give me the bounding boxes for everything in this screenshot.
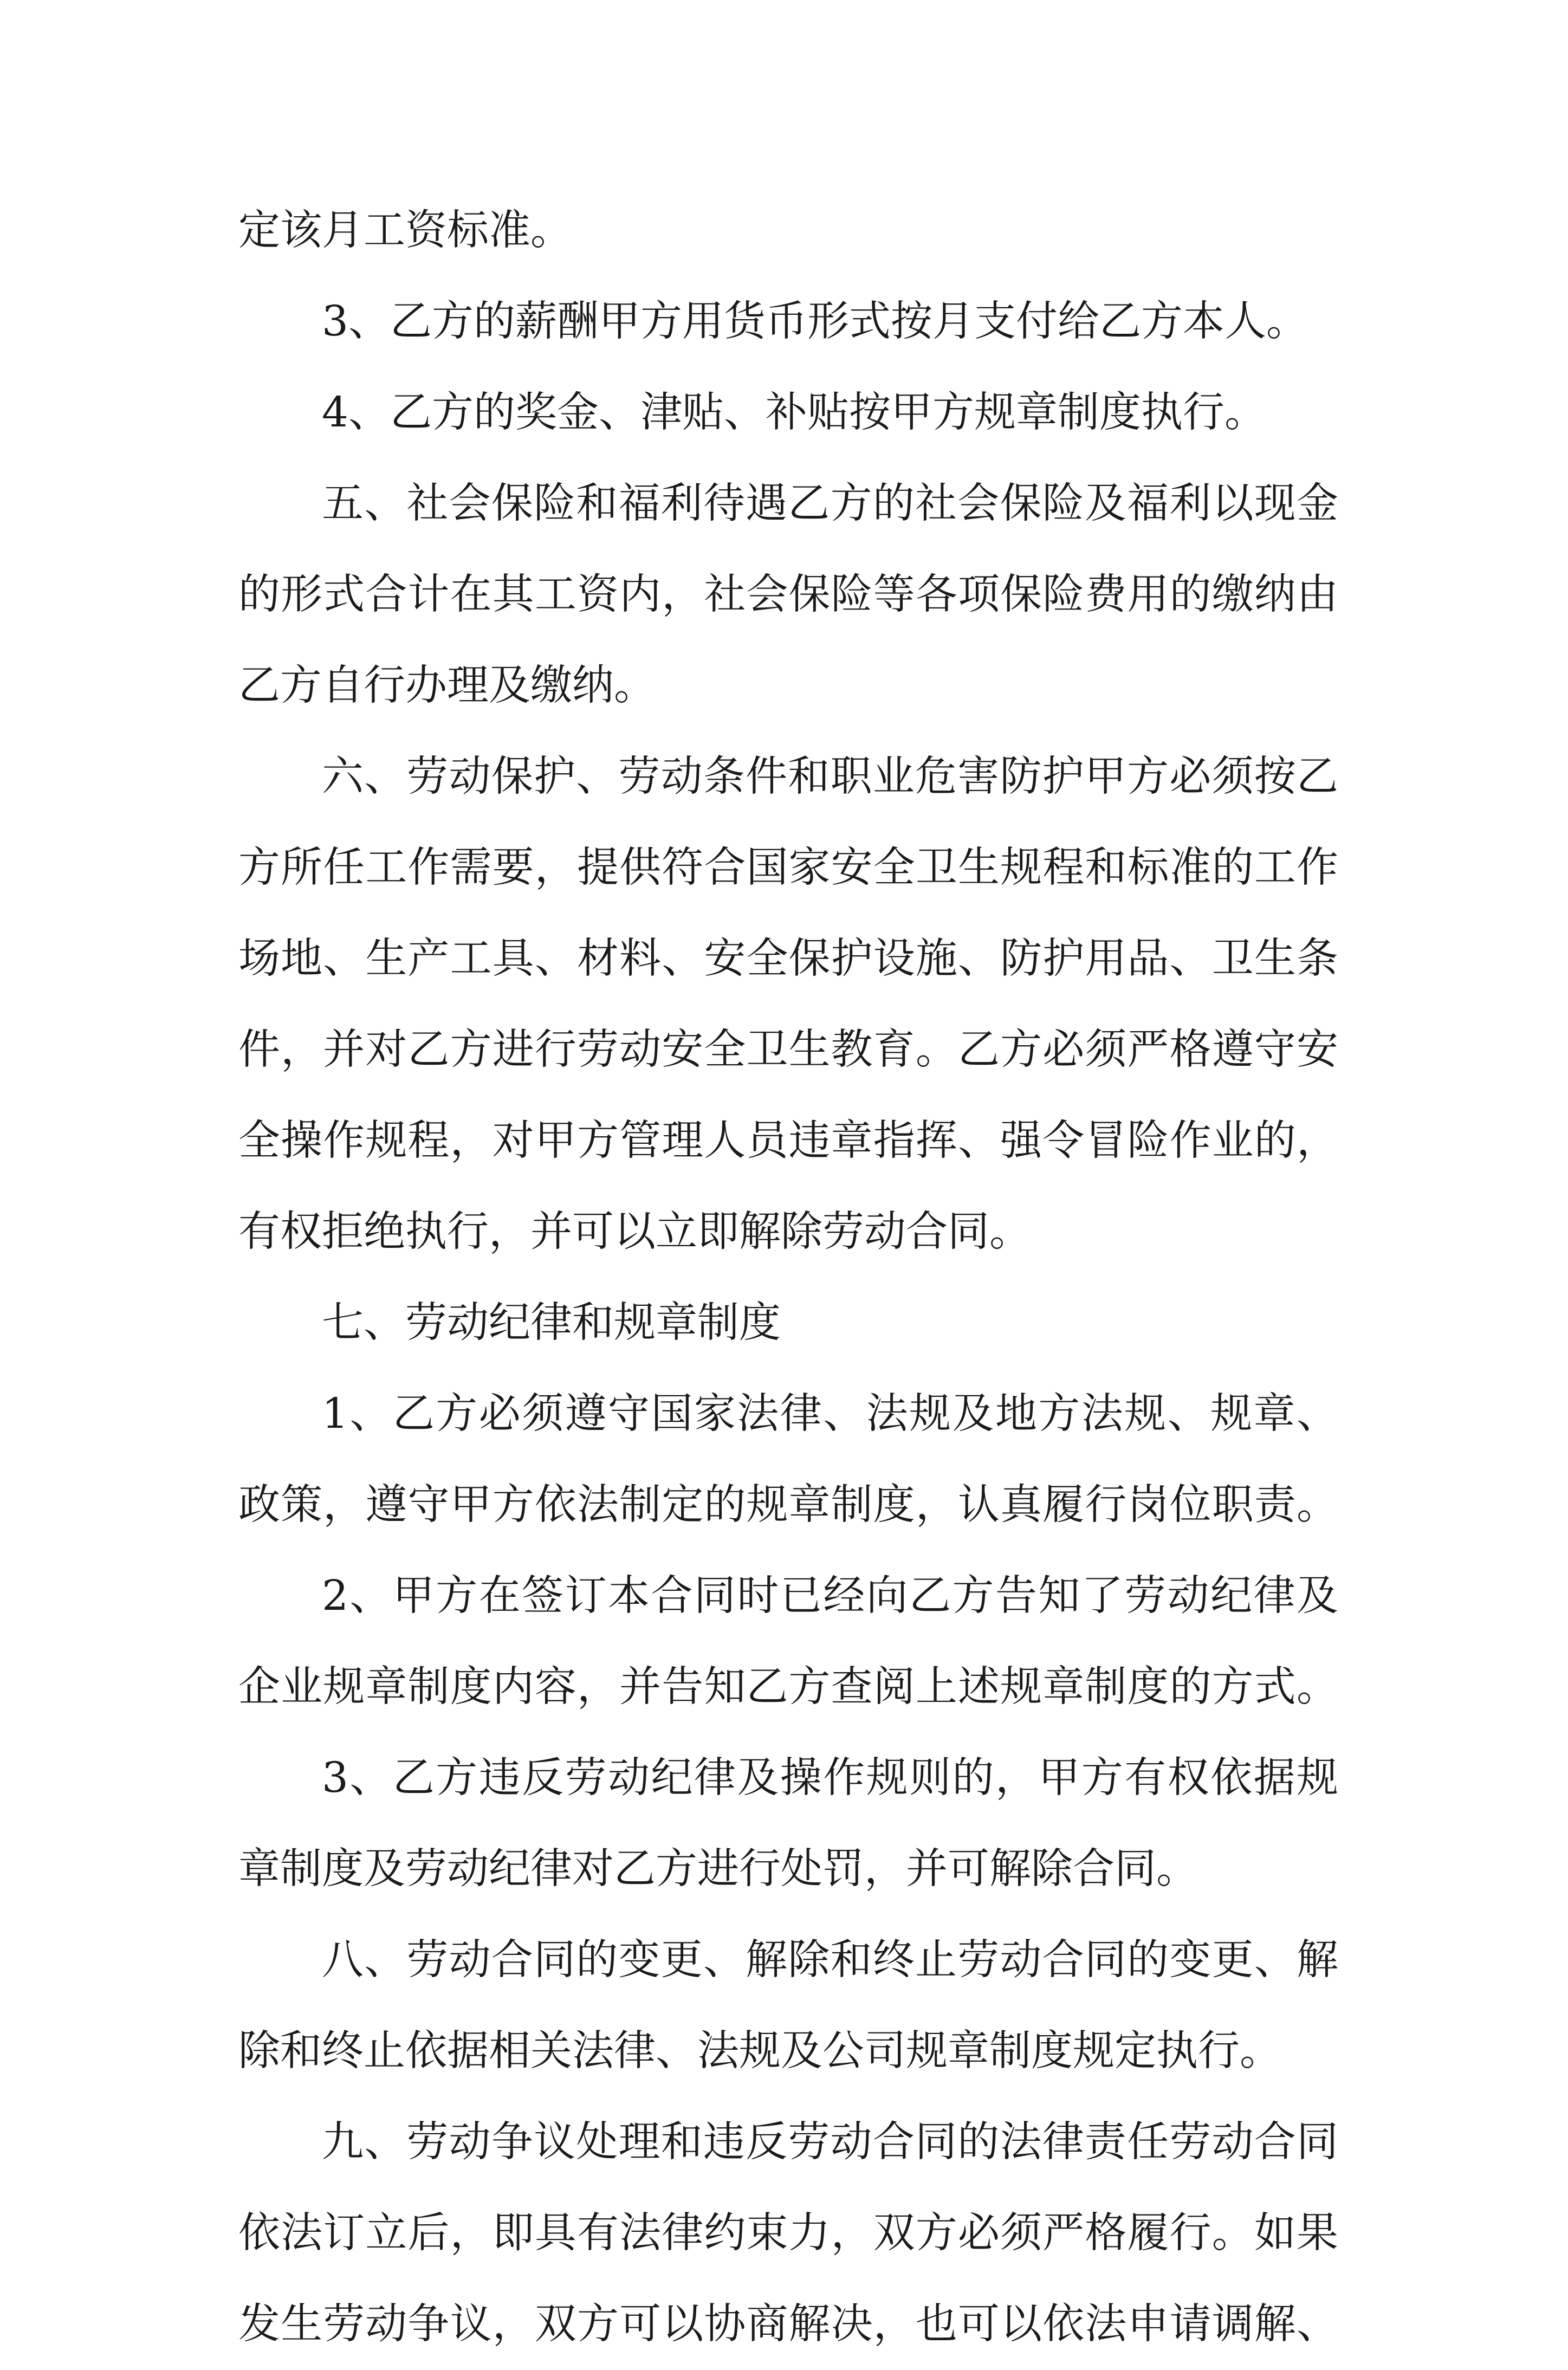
text-line: 企业规章制度内容，并告知乙方查阅上述规章制度的方式。	[238, 1663, 1338, 1711]
document-body	[238, 185, 1338, 2370]
text-line: 九、劳动争议处理和违反劳动合同的法律责任劳动合同	[322, 2118, 1338, 2166]
text-line: 件，并对乙方进行劳动安全卫生教育。乙方必须严格遵守安	[238, 1026, 1338, 1074]
text-line: 场地、生产工具、材料、安全保护设施、防护用品、卫生条	[238, 935, 1338, 983]
text-line: 乙方自行办理及缴纳。	[238, 662, 656, 710]
text-line: 4、乙方的奖金、津贴、补贴按甲方规章制度执行。	[322, 388, 1266, 437]
text-line: 依法订立后，即具有法律约束力，双方必须严格履行。如果	[238, 2209, 1338, 2257]
text-line: 发生劳动争议，双方可以协商解决，也可以依法申请调解、	[238, 2300, 1338, 2348]
text-line: 方所任工作需要，提供符合国家安全卫生规程和标准的工作	[238, 844, 1338, 892]
text-line: 3、乙方的薪酬甲方用货币形式按月支付给乙方本人。	[322, 297, 1308, 346]
text-line: 五、社会保险和福利待遇乙方的社会保险及福利以现金	[322, 480, 1338, 528]
text-line: 七、劳动纪律和规章制度	[322, 1299, 781, 1347]
text-line: 3、乙方违反劳动纪律及操作规则的，甲方有权依据规	[322, 1754, 1338, 1802]
text-line: 有权拒绝执行，并可以立即解除劳动合同。	[238, 1208, 1031, 1256]
text-line: 全操作规程，对甲方管理人员违章指挥、强令冒险作业的，	[238, 1117, 1338, 1165]
text-line: 除和终止依据相关法律、法规及公司规章制度规定执行。	[238, 2027, 1281, 2075]
text-line: 定该月工资标准。	[238, 206, 572, 255]
text-line: 八、劳动合同的变更、解除和终止劳动合同的变更、解	[322, 1936, 1338, 1984]
text-line: 的形式合计在其工资内，社会保险等各项保险费用的缴纳由	[238, 571, 1338, 619]
text-line: 2、甲方在签订本合同时已经向乙方告知了劳动纪律及	[322, 1572, 1338, 1620]
text-line: 章制度及劳动纪律对乙方进行处罚，并可解除合同。	[238, 1845, 1198, 1893]
text-line: 1、乙方必须遵守国家法律、法规及地方法规、规章、	[322, 1390, 1338, 1438]
text-line: 六、劳动保护、劳动条件和职业危害防护甲方必须按乙	[322, 753, 1338, 801]
text-line: 政策，遵守甲方依法制定的规章制度，认真履行岗位职责。	[238, 1481, 1338, 1529]
